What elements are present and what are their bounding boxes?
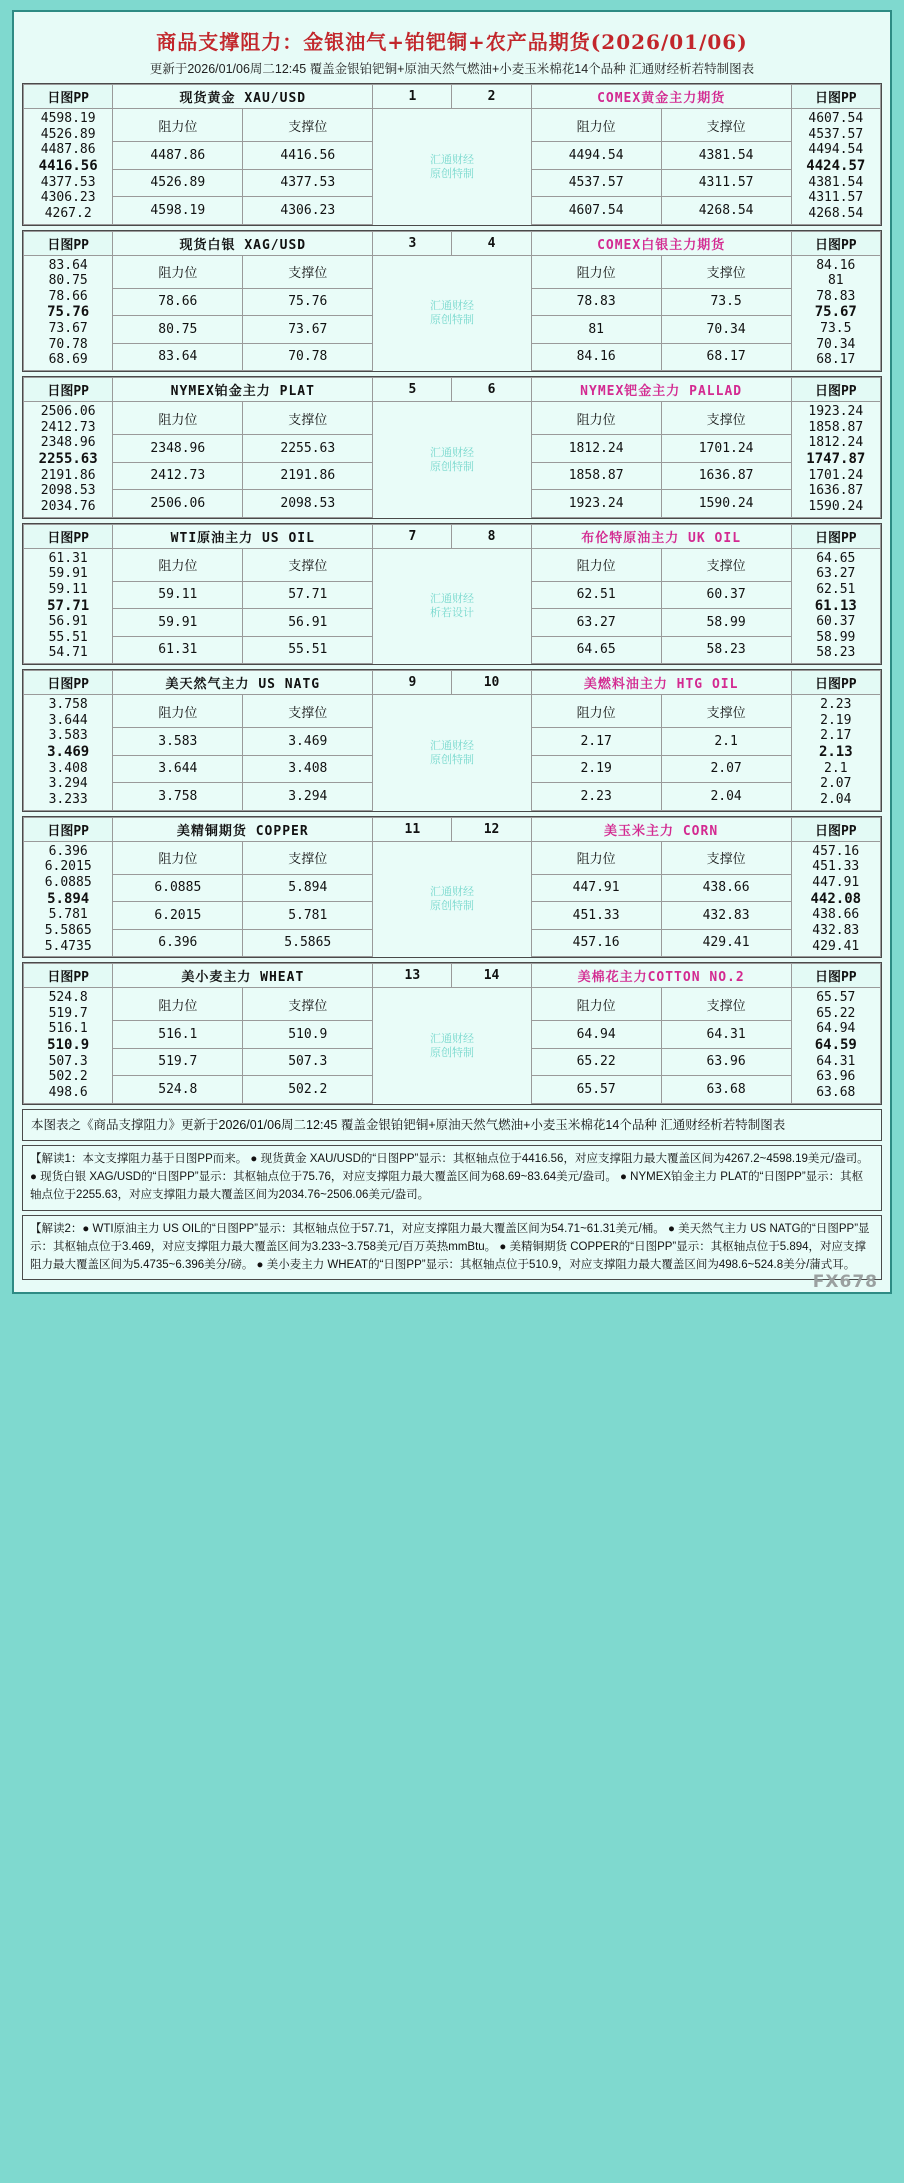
resistance-header-left: 阻力位 (113, 988, 243, 1021)
pp-level-value: 524.8 (48, 990, 88, 1006)
resistance-value-right: 65.22 (531, 1048, 661, 1076)
resistance-value-left: 4526.89 (113, 169, 243, 197)
pp-level-value: 4377.53 (40, 174, 96, 190)
support-value-left: 507.3 (243, 1048, 373, 1076)
pp-level-value: 64.65 (816, 550, 856, 566)
resistance-value-left: 6.2015 (113, 902, 243, 930)
support-value-right: 432.83 (661, 902, 791, 930)
instrument-name-left: 美天然气主力 US NATG (113, 671, 373, 695)
instrument-block (22, 230, 882, 373)
interpretation-note-1: 【解读1：本文支撑阻力基于日图PP而来。 ● 现货黄金 XAU/USD的“日图PP”显示：其枢轴点位于4416.56，对应支撑阻力最大覆盖区间为4267.2~4598.19美元/盎司。 ● 现货白银 XAG/USD的“日图PP”显示：其枢轴点位于75.76，对应支撑阻力最大覆盖区间为68.69~83.64美元/盎司。 ● NYMEX铂金主力 PLAT的“日图PP”显示：其枢轴点位于2255.63，对应支撑阻力最大覆盖区间为2034.76~2506.06美元/盎司。 (22, 1145, 882, 1210)
instrument-name-left: 现货白银 XAG/USD (113, 231, 373, 255)
support-value-left: 2191.86 (243, 462, 373, 490)
pp-level-value: 429.41 (812, 938, 860, 954)
pp-level-value: 68.69 (48, 352, 88, 368)
pp-level-value: 58.99 (816, 629, 856, 645)
center-watermark: 汇通财经 原创特制 (429, 445, 474, 473)
support-value-left: 4416.56 (243, 142, 373, 170)
pp-level-value: 447.91 (812, 874, 860, 890)
pp-level-value: 502.2 (48, 1069, 88, 1085)
instrument-name-left: 美小麦主力 WHEAT (113, 964, 373, 988)
block-index-left: 13 (373, 964, 452, 988)
resistance-value-right: 4494.54 (531, 142, 661, 170)
pp-level-value: 457.16 (812, 843, 860, 859)
pp-level-value: 1923.24 (808, 404, 864, 420)
support-value-left: 510.9 (243, 1021, 373, 1049)
pp-levels-right (791, 548, 880, 664)
pp-level-value: 438.66 (812, 907, 860, 923)
block-index-right: 14 (452, 964, 531, 988)
support-value-left: 56.91 (243, 609, 373, 637)
support-value-right: 60.37 (661, 581, 791, 609)
support-value-left: 55.51 (243, 636, 373, 664)
center-watermark: 汇通财经 原创特制 (429, 1031, 474, 1059)
pp-header-left: 日图PP (24, 231, 113, 255)
pp-level-value: 64.59 (814, 1037, 857, 1054)
pp-level-value: 70.78 (48, 336, 88, 352)
pp-level-value: 58.23 (816, 645, 856, 661)
support-header-left: 支撑位 (243, 841, 373, 874)
pp-level-value: 2.17 (820, 728, 852, 744)
resistance-value-right: 457.16 (531, 929, 661, 957)
pp-level-value: 2098.53 (40, 483, 96, 499)
resistance-value-left: 3.758 (113, 783, 243, 811)
instrument-name-right: 美燃料油主力 HTG OIL (531, 671, 791, 695)
center-watermark: 汇通财经 原创特制 (429, 885, 474, 913)
pp-header-right: 日图PP (791, 85, 880, 109)
pp-level-value: 65.57 (816, 990, 856, 1006)
instrument-name-right: 美玉米主力 CORN (531, 817, 791, 841)
pp-header-left: 日图PP (24, 85, 113, 109)
instrument-name-left: WTI原油主力 US OIL (113, 524, 373, 548)
support-value-right: 1590.24 (661, 490, 791, 518)
resistance-header-right: 阻力位 (531, 109, 661, 142)
resistance-value-right: 1858.87 (531, 462, 661, 490)
footer-note: 本图表之《商品支撑阻力》更新于2026/01/06周二12:45 覆盖金银铂钯铜+原油天然气燃油+小麦玉米棉花14个品种 汇通财经析若特制图表 (22, 1109, 882, 1142)
pp-level-value: 4381.54 (808, 174, 864, 190)
pp-levels-right (791, 109, 880, 225)
pp-level-value: 1701.24 (808, 467, 864, 483)
pp-level-value: 59.11 (48, 581, 88, 597)
pp-levels-left (24, 841, 113, 957)
pp-header-right: 日图PP (791, 817, 880, 841)
pp-level-value: 73.67 (48, 321, 88, 337)
resistance-value-right: 451.33 (531, 902, 661, 930)
resistance-value-left: 80.75 (113, 316, 243, 344)
pp-header-right: 日图PP (791, 378, 880, 402)
resistance-header-right: 阻力位 (531, 548, 661, 581)
pp-level-value: 63.96 (816, 1069, 856, 1085)
support-value-left: 2255.63 (243, 435, 373, 463)
pp-level-value: 2191.86 (40, 467, 96, 483)
resistance-header-right: 阻力位 (531, 695, 661, 728)
pp-levels-left (24, 988, 113, 1104)
pp-level-value: 1747.87 (806, 450, 866, 467)
resistance-value-left: 6.396 (113, 929, 243, 957)
pp-level-value: 4306.23 (40, 190, 96, 206)
support-value-right: 2.1 (661, 728, 791, 756)
block-index-left: 3 (373, 231, 452, 255)
pp-levels-left (24, 548, 113, 664)
support-value-right: 70.34 (661, 316, 791, 344)
resistance-value-right: 4537.57 (531, 169, 661, 197)
resistance-value-right: 78.83 (531, 288, 661, 316)
pp-level-value: 3.294 (48, 776, 88, 792)
resistance-value-left: 83.64 (113, 343, 243, 371)
resistance-header-right: 阻力位 (531, 402, 661, 435)
instrument-name-right: 布伦特原油主力 UK OIL (531, 524, 791, 548)
instrument-block (22, 962, 882, 1105)
instrument-block (22, 376, 882, 519)
pp-level-value: 498.6 (48, 1085, 88, 1101)
resistance-value-right: 63.27 (531, 609, 661, 637)
pp-level-value: 1858.87 (808, 419, 864, 435)
instrument-block (22, 83, 882, 226)
pp-level-value: 61.13 (814, 597, 857, 614)
block-index-left: 1 (373, 85, 452, 109)
support-value-left: 502.2 (243, 1076, 373, 1104)
pp-level-value: 6.396 (48, 843, 88, 859)
resistance-value-right: 62.51 (531, 581, 661, 609)
pp-level-value: 75.67 (814, 304, 857, 321)
resistance-value-left: 59.91 (113, 609, 243, 637)
pp-level-value: 3.408 (48, 760, 88, 776)
pp-level-value: 57.71 (47, 597, 90, 614)
instrument-name-left: NYMEX铂金主力 PLAT (113, 378, 373, 402)
pp-level-value: 2506.06 (40, 404, 96, 420)
pp-levels-right (791, 255, 880, 371)
support-header-left: 支撑位 (243, 109, 373, 142)
pp-level-value: 81 (827, 273, 844, 289)
support-header-right: 支撑位 (661, 255, 791, 288)
block-index-right: 10 (452, 671, 531, 695)
pp-level-value: 5.781 (48, 907, 88, 923)
pp-level-value: 61.31 (48, 550, 88, 566)
pp-level-value: 64.94 (816, 1021, 856, 1037)
block-index-right: 4 (452, 231, 531, 255)
pp-header-left: 日图PP (24, 671, 113, 695)
instrument-name-left: 现货黄金 XAU/USD (113, 85, 373, 109)
pp-level-value: 1636.87 (808, 483, 864, 499)
pp-level-value: 80.75 (48, 273, 88, 289)
pp-level-value: 70.34 (816, 336, 856, 352)
pp-level-value: 62.51 (816, 581, 856, 597)
resistance-value-right: 2.23 (531, 783, 661, 811)
pp-level-value: 2.07 (820, 776, 852, 792)
pp-levels-left (24, 402, 113, 518)
resistance-value-left: 516.1 (113, 1021, 243, 1049)
pp-level-value: 83.64 (48, 257, 88, 273)
pp-level-value: 54.71 (48, 645, 88, 661)
pp-level-value: 2.19 (820, 712, 852, 728)
pp-level-value: 56.91 (48, 614, 88, 630)
support-value-left: 70.78 (243, 343, 373, 371)
resistance-value-left: 3.644 (113, 755, 243, 783)
resistance-header-left: 阻力位 (113, 255, 243, 288)
block-index-left: 9 (373, 671, 452, 695)
block-index-right: 6 (452, 378, 531, 402)
page-subtitle: 更新于2026/01/06周二12:45 覆盖金银铂钯铜+原油天然气燃油+小麦玉米棉花14个品种 汇通财经析若特制图表 (149, 62, 755, 76)
pp-levels-right (791, 402, 880, 518)
pp-levels-left (24, 255, 113, 371)
pp-level-value: 6.0885 (44, 874, 92, 890)
block-index-right: 2 (452, 85, 531, 109)
pp-level-value: 78.66 (48, 288, 88, 304)
pp-level-value: 2.13 (818, 744, 853, 761)
pp-level-value: 4416.56 (38, 157, 98, 174)
pp-level-value: 68.17 (816, 352, 856, 368)
pp-level-value: 78.83 (816, 288, 856, 304)
pp-level-value: 4267.2 (44, 205, 92, 221)
page-title: 商品支撑阻力：金银油气+铂钯铜+农产品期货(2026/01/06) (156, 30, 748, 54)
instrument-name-right: NYMEX钯金主力 PALLAD (531, 378, 791, 402)
support-value-right: 4311.57 (661, 169, 791, 197)
instrument-block (22, 523, 882, 666)
pp-level-value: 2255.63 (38, 450, 98, 467)
pp-level-value: 510.9 (47, 1037, 90, 1054)
pp-level-value: 4311.57 (808, 190, 864, 206)
resistance-value-right: 64.65 (531, 636, 661, 664)
support-value-left: 75.76 (243, 288, 373, 316)
pp-level-value: 4598.19 (40, 111, 96, 126)
pp-level-value: 3.758 (48, 697, 88, 713)
pp-header-right: 日图PP (791, 231, 880, 255)
pp-level-value: 55.51 (48, 629, 88, 645)
pp-level-value: 65.22 (816, 1005, 856, 1021)
support-value-left: 4306.23 (243, 197, 373, 225)
pp-level-value: 5.894 (47, 890, 90, 907)
pp-level-value: 516.1 (48, 1021, 88, 1037)
resistance-value-right: 81 (531, 316, 661, 344)
blocks-container (22, 83, 882, 1105)
support-value-left: 5.894 (243, 874, 373, 902)
support-value-right: 73.5 (661, 288, 791, 316)
center-watermark: 汇通财经 原创特制 (429, 152, 474, 180)
resistance-header-left: 阻力位 (113, 695, 243, 728)
block-index-left: 7 (373, 524, 452, 548)
support-value-right: 63.68 (661, 1076, 791, 1104)
support-value-left: 3.408 (243, 755, 373, 783)
resistance-value-right: 447.91 (531, 874, 661, 902)
pp-level-value: 2.1 (824, 760, 848, 776)
pp-header-left: 日图PP (24, 524, 113, 548)
support-value-left: 5.781 (243, 902, 373, 930)
support-header-left: 支撑位 (243, 548, 373, 581)
resistance-value-left: 519.7 (113, 1048, 243, 1076)
pp-level-value: 4607.54 (808, 111, 864, 126)
instrument-name-right: 美棉花主力COTTON NO.2 (531, 964, 791, 988)
pp-level-value: 442.08 (810, 890, 862, 907)
support-header-right: 支撑位 (661, 402, 791, 435)
interpretation-note-2: 【解读2：● WTI原油主力 US OIL的“日图PP”显示：其枢轴点位于57.71，对应支撑阻力最大覆盖区间为54.71~61.31美元/桶。 ● 美天然气主力 US NATG的“日图PP”显示：其枢轴点位于3.469，对应支撑阻力最大覆盖区间为3.233~3.758美元/百万英热mmBtu。 ● 美精铜期货 COPPER的“日图PP”显示：其枢轴点位于5.894，对应支撑阻力最大覆盖区间为5.4735~6.396美分/磅。 ● 美小麦主力 WHEAT的“日图PP”显示：其枢轴点位于510.9，对应支撑阻力最大覆盖区间为498.6~524.8美分/蒲式耳。 (22, 1215, 882, 1280)
support-header-right: 支撑位 (661, 109, 791, 142)
resistance-value-left: 2412.73 (113, 462, 243, 490)
resistance-value-left: 2348.96 (113, 435, 243, 463)
center-watermark: 汇通财经 原创特制 (429, 738, 474, 766)
support-value-left: 2098.53 (243, 490, 373, 518)
pp-level-value: 84.16 (816, 257, 856, 273)
pp-level-value: 60.37 (816, 614, 856, 630)
support-header-left: 支撑位 (243, 402, 373, 435)
support-value-left: 3.294 (243, 783, 373, 811)
pp-level-value: 3.233 (48, 792, 88, 808)
pp-level-value: 4424.57 (806, 157, 866, 174)
block-index-left: 5 (373, 378, 452, 402)
center-watermark: 汇通财经 原创特制 (429, 299, 474, 327)
pp-level-value: 3.583 (48, 728, 88, 744)
resistance-value-right: 84.16 (531, 343, 661, 371)
resistance-value-left: 4487.86 (113, 142, 243, 170)
pp-level-value: 75.76 (47, 304, 90, 321)
block-index-left: 11 (373, 817, 452, 841)
pp-level-value: 2.04 (820, 792, 852, 808)
pp-level-value: 6.2015 (44, 859, 92, 875)
pp-level-value: 4537.57 (808, 126, 864, 142)
pp-level-value: 507.3 (48, 1053, 88, 1069)
resistance-value-left: 59.11 (113, 581, 243, 609)
resistance-value-left: 524.8 (113, 1076, 243, 1104)
pp-level-value: 4268.54 (808, 205, 864, 221)
pp-level-value: 4526.89 (40, 126, 96, 142)
resistance-value-right: 2.19 (531, 755, 661, 783)
center-watermark: 汇通财经 析若设计 (429, 592, 474, 620)
support-value-right: 68.17 (661, 343, 791, 371)
support-value-right: 58.23 (661, 636, 791, 664)
pp-level-value: 73.5 (820, 321, 852, 337)
resistance-value-right: 1923.24 (531, 490, 661, 518)
support-value-right: 2.04 (661, 783, 791, 811)
resistance-header-right: 阻力位 (531, 255, 661, 288)
support-header-right: 支撑位 (661, 548, 791, 581)
resistance-value-left: 2506.06 (113, 490, 243, 518)
resistance-value-right: 1812.24 (531, 435, 661, 463)
resistance-value-right: 64.94 (531, 1021, 661, 1049)
support-value-right: 4268.54 (661, 197, 791, 225)
support-value-left: 4377.53 (243, 169, 373, 197)
pp-level-value: 519.7 (48, 1005, 88, 1021)
resistance-value-left: 78.66 (113, 288, 243, 316)
pp-level-value: 63.68 (816, 1085, 856, 1101)
pp-header-right: 日图PP (791, 524, 880, 548)
resistance-value-left: 61.31 (113, 636, 243, 664)
resistance-value-right: 65.57 (531, 1076, 661, 1104)
pp-levels-right (791, 841, 880, 957)
support-value-right: 4381.54 (661, 142, 791, 170)
support-header-left: 支撑位 (243, 255, 373, 288)
support-value-right: 58.99 (661, 609, 791, 637)
pp-header-left: 日图PP (24, 817, 113, 841)
support-header-left: 支撑位 (243, 988, 373, 1021)
instrument-block (22, 816, 882, 959)
pp-levels-left (24, 109, 113, 225)
pp-level-value: 64.31 (816, 1053, 856, 1069)
instrument-name-right: COMEX白银主力期货 (531, 231, 791, 255)
resistance-header-left: 阻力位 (113, 402, 243, 435)
pp-level-value: 63.27 (816, 566, 856, 582)
pp-header-left: 日图PP (24, 378, 113, 402)
pp-level-value: 451.33 (812, 859, 860, 875)
pp-level-value: 5.5865 (44, 922, 92, 938)
pp-levels-left (24, 695, 113, 811)
resistance-header-left: 阻力位 (113, 548, 243, 581)
instrument-name-left: 美精铜期货 COPPER (113, 817, 373, 841)
support-header-right: 支撑位 (661, 841, 791, 874)
resistance-value-right: 2.17 (531, 728, 661, 756)
support-value-left: 73.67 (243, 316, 373, 344)
support-value-left: 57.71 (243, 581, 373, 609)
instrument-block (22, 669, 882, 812)
resistance-header-left: 阻力位 (113, 109, 243, 142)
pp-header-right: 日图PP (791, 671, 880, 695)
instrument-name-right: COMEX黄金主力期货 (531, 85, 791, 109)
block-index-right: 12 (452, 817, 531, 841)
support-header-right: 支撑位 (661, 988, 791, 1021)
support-value-left: 3.469 (243, 728, 373, 756)
resistance-value-right: 4607.54 (531, 197, 661, 225)
pp-levels-right (791, 988, 880, 1104)
support-value-right: 429.41 (661, 929, 791, 957)
support-value-right: 438.66 (661, 874, 791, 902)
pp-level-value: 2.23 (820, 697, 852, 713)
pp-level-value: 2348.96 (40, 435, 96, 451)
support-header-left: 支撑位 (243, 695, 373, 728)
pp-header-left: 日图PP (24, 964, 113, 988)
support-value-right: 63.96 (661, 1048, 791, 1076)
pp-header-right: 日图PP (791, 964, 880, 988)
resistance-value-left: 6.0885 (113, 874, 243, 902)
pp-level-value: 432.83 (812, 922, 860, 938)
pp-level-value: 1812.24 (808, 435, 864, 451)
resistance-header-right: 阻力位 (531, 841, 661, 874)
pp-level-value: 2034.76 (40, 498, 96, 514)
pp-level-value: 4487.86 (40, 142, 96, 158)
block-index-right: 8 (452, 524, 531, 548)
resistance-value-left: 3.583 (113, 728, 243, 756)
resistance-header-left: 阻力位 (113, 841, 243, 874)
support-header-right: 支撑位 (661, 695, 791, 728)
pp-level-value: 59.91 (48, 566, 88, 582)
pp-level-value: 3.644 (48, 712, 88, 728)
report-sheet (12, 10, 892, 1294)
pp-level-value: 4494.54 (808, 142, 864, 158)
support-value-right: 1701.24 (661, 435, 791, 463)
resistance-value-left: 4598.19 (113, 197, 243, 225)
pp-level-value: 3.469 (47, 744, 90, 761)
pp-level-value: 5.4735 (44, 938, 92, 954)
support-value-right: 64.31 (661, 1021, 791, 1049)
pp-level-value: 1590.24 (808, 498, 864, 514)
pp-level-value: 2412.73 (40, 419, 96, 435)
support-value-right: 2.07 (661, 755, 791, 783)
pp-levels-right (791, 695, 880, 811)
support-value-left: 5.5865 (243, 929, 373, 957)
support-value-right: 1636.87 (661, 462, 791, 490)
resistance-header-right: 阻力位 (531, 988, 661, 1021)
brand-watermark: FX678 (812, 1272, 878, 1293)
